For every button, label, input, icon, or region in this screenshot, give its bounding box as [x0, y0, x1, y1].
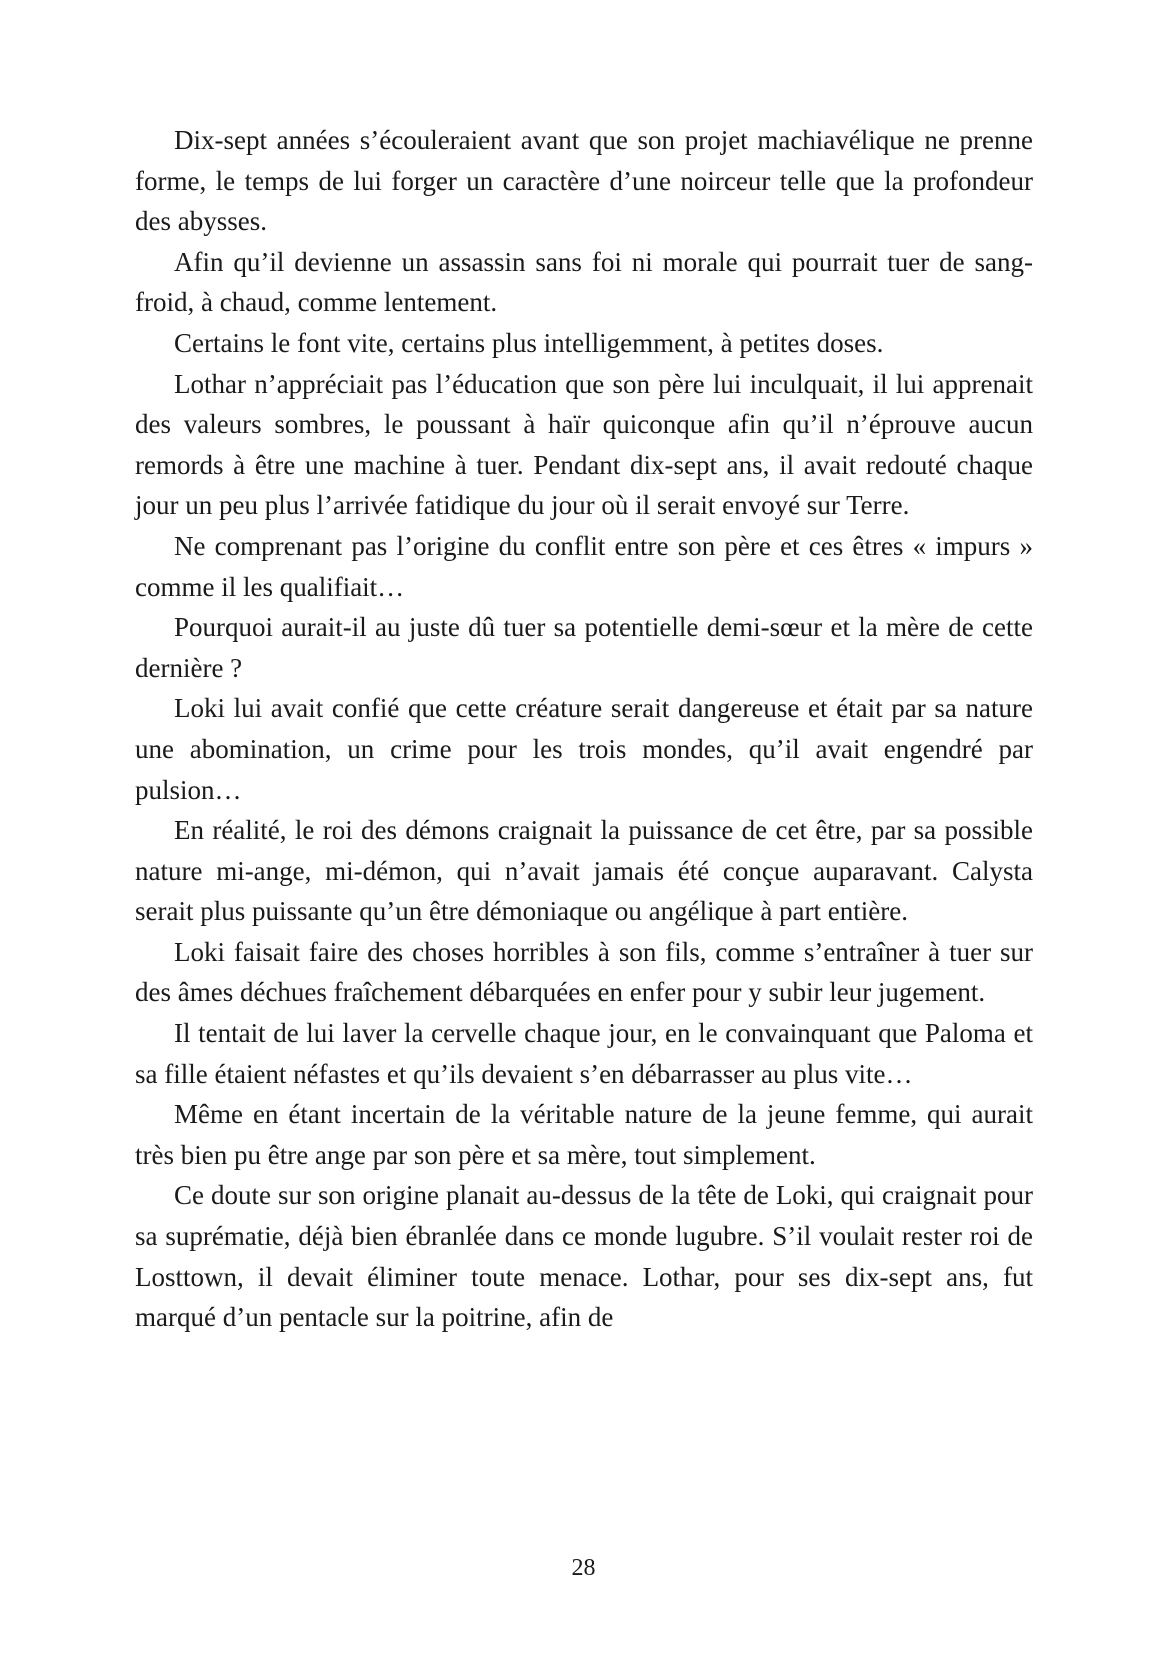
paragraph: Loki faisait faire des choses horribles à son fils, comme s’entraîner à tuer sur des âmes déchues fraîchement débarquées en enfer pour y subir leur jugement. [135, 936, 1033, 1008]
paragraph: Ne comprenant pas l’origine du conflit entre son père et ces êtres « impurs » comme il les qualifiait… [135, 530, 1033, 602]
paragraph: Lothar n’appréciait pas l’éducation que son père lui inculquait, il lui apprenait des valeurs sombres, le poussant à haïr quiconque afin qu’il n’éprouve aucun remords à être une machine à tuer. Pendant dix-sept ans, il avait redouté chaque jour un peu plus l’arrivée fatidique du jour où il serait envoyé sur Terre. [135, 368, 1033, 521]
paragraph: Ce doute sur son origine planait au-dessus de la tête de Loki, qui craignait pour sa suprématie, déjà bien ébranlée dans ce monde lugubre. S’il voulait rester roi de Losttown, il devait éliminer toute menace. Lothar, pour ses dix-sept ans, fut marqué d’un pentacle sur la poitrine, afin de [135, 1180, 1033, 1333]
paragraph: Pourquoi aurait-il au juste dû tuer sa potentielle demi-sœur et la mère de cette dernière ? [135, 612, 1033, 683]
paragraph: Dix-sept années s’écouleraient avant que son projet machiavélique ne prenne forme, le temps de lui forger un caractère d’une noirceur telle que la profondeur des abysses. [135, 125, 1033, 237]
paragraph: En réalité, le roi des démons craignait la puissance de cet être, par sa possible nature mi-ange, mi-démon, qui n’avait jamais été conçue auparavant. Calysta serait plus puissante qu’un être démoniaque ou angélique à part entière. [135, 815, 1033, 927]
body-text [135, 120, 1033, 1338]
paragraph: Certains le font vite, certains plus intelligemment, à petites doses. [174, 327, 884, 358]
page-number: 28 [571, 1555, 596, 1581]
paragraph: Afin qu’il devienne un assassin sans foi ni morale qui pourrait tuer de sang-froid, à chaud, comme lentement. [135, 246, 1033, 318]
paragraph: Il tentait de lui laver la cervelle chaque jour, en le convainquant que Paloma et sa fille étaient néfastes et qu’ils devaient s’en débarrasser au plus vite… [135, 1018, 1033, 1089]
paragraph: Loki lui avait confié que cette créature serait dangereuse et était par sa nature une abomination, un crime pour les trois mondes, qu’il avait engendré par pulsion… [135, 693, 1033, 805]
paragraph: Même en étant incertain de la véritable nature de la jeune femme, qui aurait très bien pu être ange par son père et sa mère, tout simplement. [135, 1099, 1033, 1170]
